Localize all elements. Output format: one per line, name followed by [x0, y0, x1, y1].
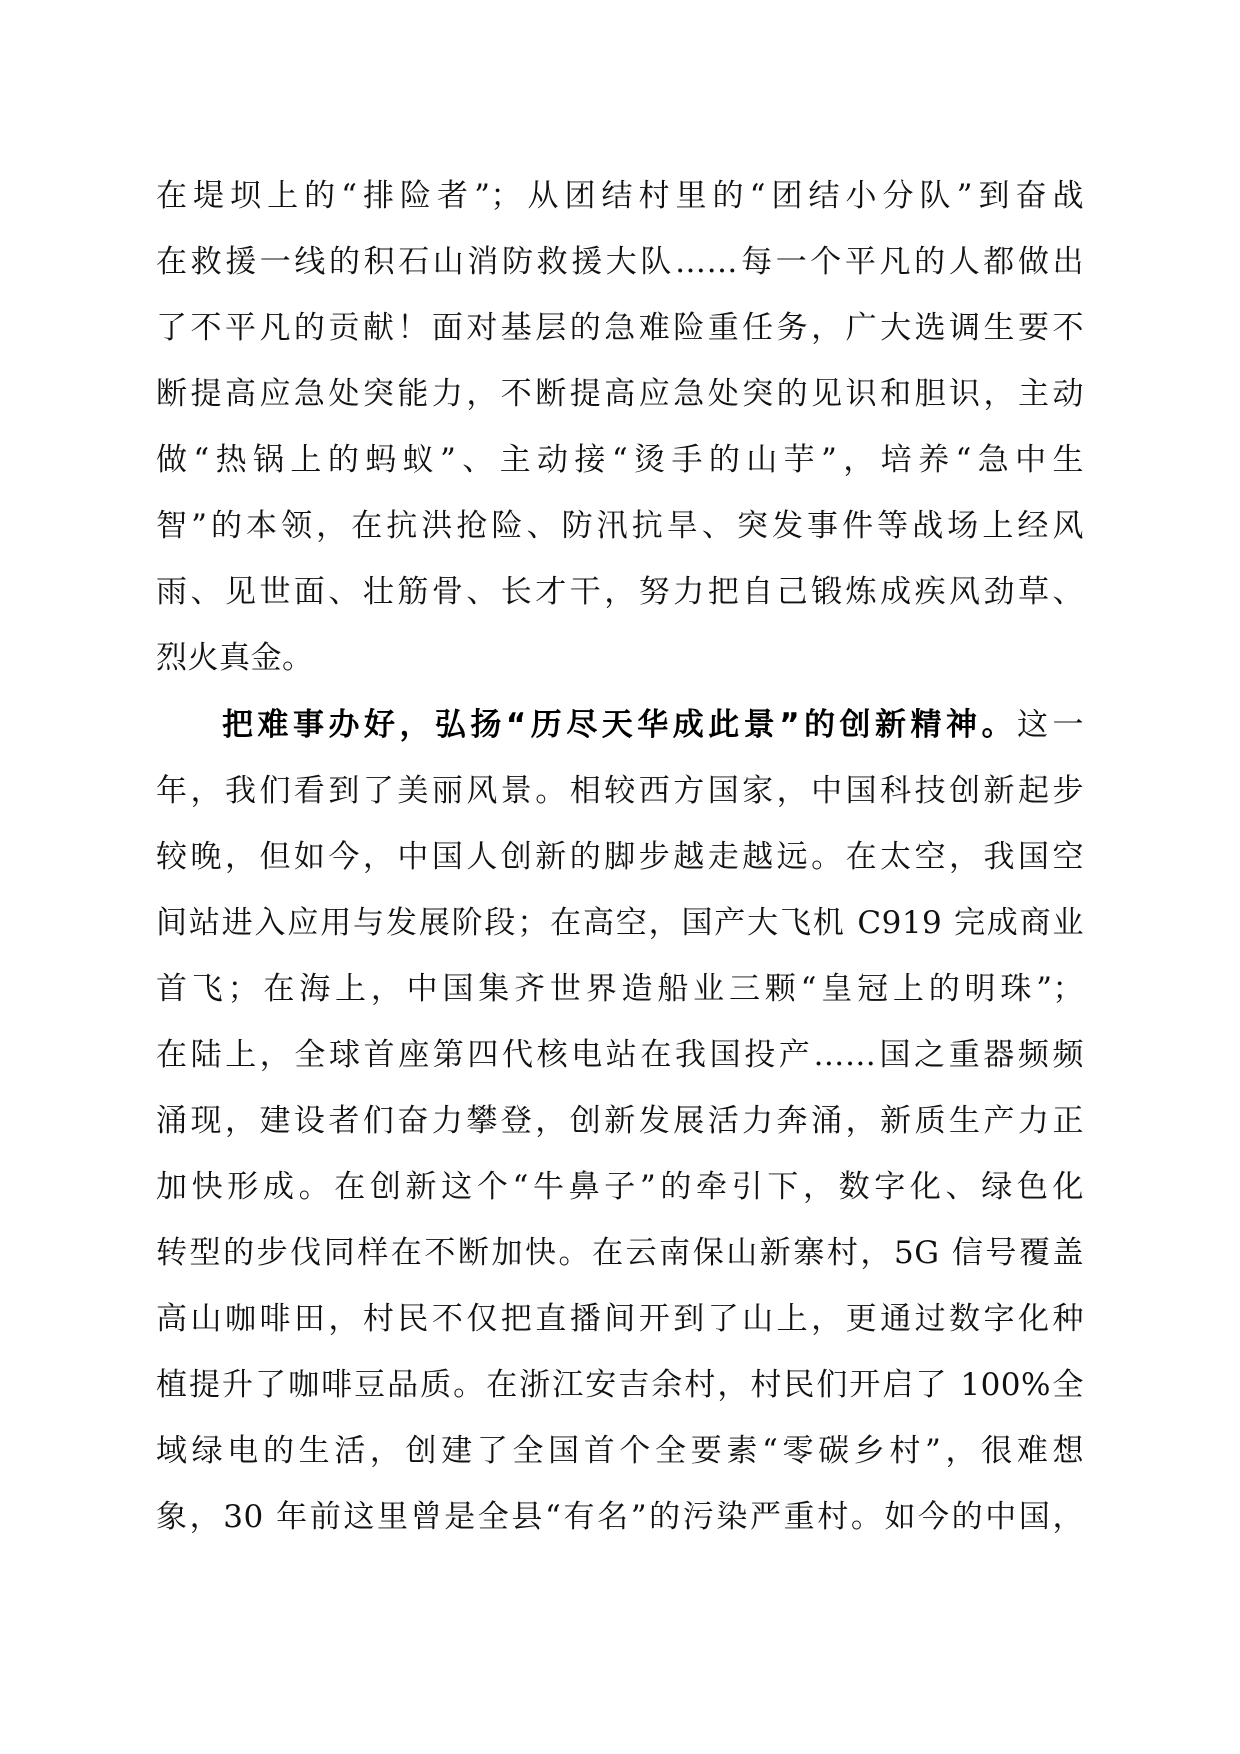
text-line: 域绿电的生活，创建了全国首个全要素“零碳乡村”，很难想 — [156, 1433, 1084, 1469]
text-line: 间站进入应用与发展阶段；在高空，国产大飞机 C919 完成商业 — [156, 905, 1084, 941]
paragraph-innovation-spirit — [156, 692, 1084, 1550]
text-line: 在堤坝上的“排险者”；从团结村里的“团结小分队”到奋战 — [156, 178, 1084, 214]
text-line: 转型的步伐同样在不断加快。在云南保山新寨村，5G 信号覆盖 — [156, 1235, 1084, 1271]
text-line: 高山咖啡田，村民不仅把直播间开到了山上，更通过数字化种 — [156, 1301, 1084, 1337]
text-line: 加快形成。在创新这个“牛鼻子”的牵引下，数字化、绿色化 — [156, 1169, 1084, 1205]
text-line: 首飞；在海上，中国集齐世界造船业三颗“皇冠上的明珠”； — [156, 971, 1084, 1007]
text-line: 了不平凡的贡献！面对基层的急难险重任务，广大选调生要不 — [156, 310, 1084, 346]
text-line: 智”的本领，在抗洪抢险、防汛抗旱、突发事件等战场上经风 — [156, 508, 1084, 544]
text-line: 在救援一线的积石山消防救援大队……每一个平凡的人都做出 — [156, 244, 1084, 280]
text-line: 烈火真金。 — [156, 640, 314, 676]
paragraph-emergency-response — [156, 163, 1084, 691]
paragraph-heading: 把难事办好，弘扬“历尽天华成此景”的创新精神。 — [218, 707, 1018, 743]
text-line: 较晚，但如今，中国人创新的脚步越走越远。在太空，我国空 — [156, 839, 1084, 875]
text-line: 断提高应急处突能力，不断提高应急处突的见识和胆识，主动 — [156, 376, 1084, 412]
text-line: 雨、见世面、壮筋骨、长才干，努力把自己锻炼成疾风劲草、 — [156, 574, 1084, 610]
first-line-text: 这一 — [1017, 707, 1085, 743]
text-line: 涌现，建设者们奋力攀登，创新发展活力奔涌，新质生产力正 — [156, 1103, 1084, 1139]
text-line: 植提升了咖啡豆品质。在浙江安吉余村，村民们开启了 100%全 — [156, 1367, 1084, 1403]
text-line: 象，30 年前这里曾是全县“有名”的污染严重村。如今的中国， — [156, 1499, 1084, 1535]
text-line: 年，我们看到了美丽风景。相较西方国家，中国科技创新起步 — [156, 773, 1084, 809]
text-line: 做“热锅上的蚂蚁”、主动接“烫手的山芋”，培养“急中生 — [156, 442, 1084, 478]
paragraph-first-line — [156, 692, 1084, 758]
text-line: 在陆上，全球首座第四代核电站在我国投产……国之重器频频 — [156, 1037, 1084, 1073]
